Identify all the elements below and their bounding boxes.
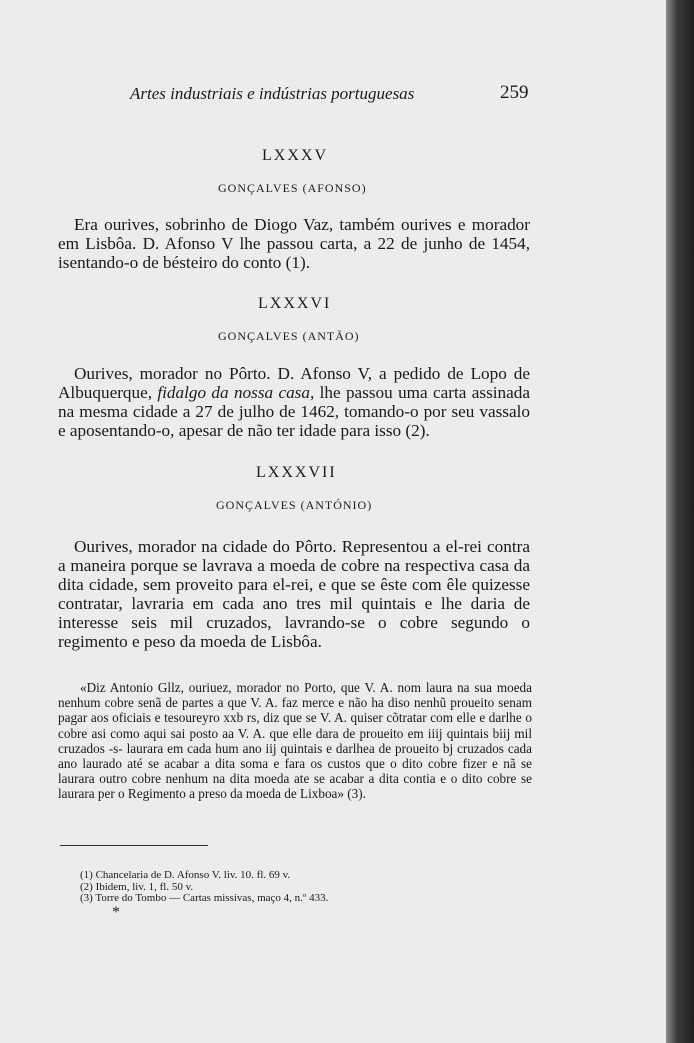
entry-name-87: GONÇALVES (ANTÓNIO) <box>216 498 373 512</box>
asterisk-ornament: * <box>112 904 120 921</box>
entry-text-85: Era ourives, sobrinho de Diogo Vaz, também ourives e morador em Lisbôa. D. Afonso V lhe passou carta, a 22 de junho de 1454, isentando-o de bésteiro do conto (1). <box>58 215 530 272</box>
entry-text-87: Ourives, morador na cidade do Pôrto. Representou a el-rei contra a maneira porque se lavrava a moeda de cobre na respectiva casa da dita cidade, sem proveito para el-rei, e que se êste com êle quizesse contratar, lavraria em cada ano tres mil quintais e lhe daria de interesse seis mil cruzados, lavrando-se o cobre segundo o regimento e peso da moeda de Lisbôa. <box>58 537 530 651</box>
footnote-rule <box>60 845 208 846</box>
page-number: 259 <box>500 82 529 103</box>
footnote-1: (1) Chancelaria de D. Afonso V. liv. 10. fl. 69 v. <box>80 869 291 881</box>
italic-phrase: fidalgo da nossa casa, <box>157 383 315 402</box>
entry-numeral-87: LXXXVII <box>256 464 337 481</box>
quoted-document: «Diz Antonio Gllz, ouriuez, morador no Porto, que V. A. nom laura na sua moeda nenhum cobre senã de partes a que V. A. faz merce e não ha diso nenhũ proueito senam pagar aos oficiais e tesoureyro xxb rs, diz que se V. A. quiser cõtratar com elle e darlhe o cobre asi como aqui sai posto aa V. A. que elle dara de proueito em iiij quintais biij mil cruzados -s- laurara em cada hum ano iij quintais e darlhea de proueito bj cruzados cada ano laurado até se acabar a dita soma e fara os custos que o dito cobre fizer e nã se laurara outro cobre nenhum na dita moeda ate se acabar a dita contia e o dito cobre se laurara per o Regimento a preso da moeda de Lixboa» (3). <box>58 680 532 802</box>
entry-name-85: GONÇALVES (AFONSO) <box>218 181 367 195</box>
running-title: Artes industriais e indústrias portuguesas <box>130 84 415 103</box>
footnote-3: (3) Torre do Tombo — Cartas missivas, maço 4, n.º 433. <box>80 892 329 904</box>
footnote-2: (2) Ibidem, liv. 1, fl. 50 v. <box>80 880 194 893</box>
entry-numeral-85: LXXXV <box>262 147 328 164</box>
entry-name-86: GONÇALVES (ANTÃO) <box>218 329 360 343</box>
footnotes <box>80 870 328 905</box>
book-spine-shadow <box>666 0 694 1043</box>
entry-numeral-86: LXXXVI <box>258 295 332 312</box>
entry-text-86: Ourives, morador no Pôrto. D. Afonso V, a pedido de Lopo de Albuquerque, fidalgo da nossa casa, lhe passou uma carta assinada na mesma cidade a 27 de julho de 1462, tomando-o por seu vassalo e aposentando-o, apesar de não ter idade para isso (2). <box>58 364 530 440</box>
